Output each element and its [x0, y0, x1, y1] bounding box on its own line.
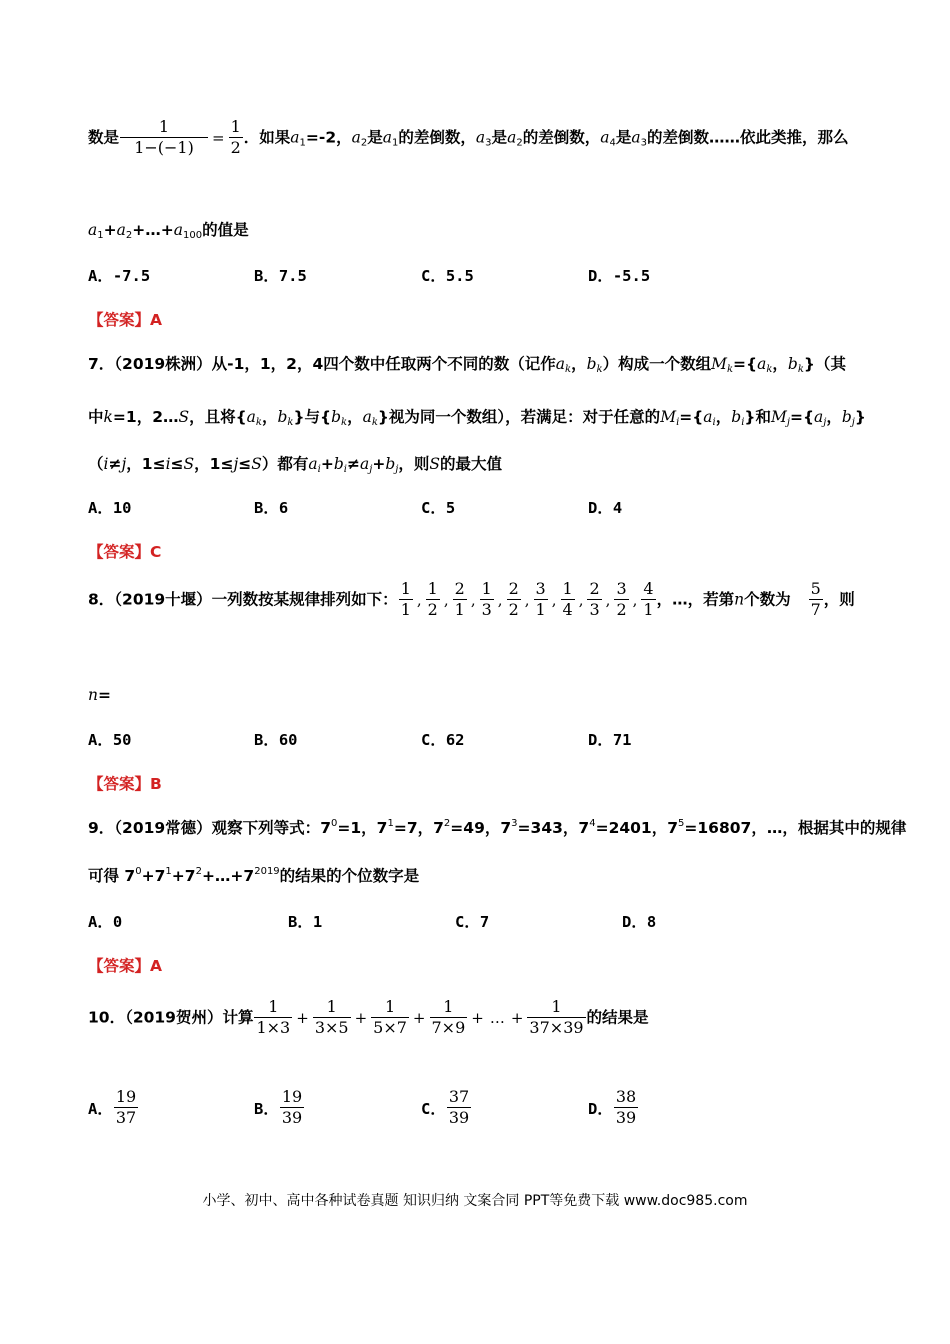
q8-line2 [88, 686, 111, 704]
var-a: a [88, 221, 98, 239]
option-label: A． [88, 1099, 113, 1118]
var-mk: $M_k$ [711, 355, 734, 375]
series-term-last [527, 998, 585, 1038]
q6-stem-line1 [88, 118, 848, 158]
option-label: D． [588, 1099, 613, 1118]
q7-option-a: A．10 [88, 499, 132, 517]
text: }与{ [293, 408, 332, 426]
q9-option-b: B．1 [288, 913, 323, 931]
frac-den: 2 [616, 600, 627, 620]
q9-answer: 【答案】A [88, 957, 162, 975]
series-term [313, 998, 351, 1038]
comma: , [497, 590, 503, 609]
comma: , [551, 590, 557, 609]
q8-target-fraction [809, 580, 823, 620]
var-n: n [734, 590, 745, 609]
q8-line1 [88, 580, 855, 620]
var-aj: $a_j$ [813, 408, 827, 428]
frac-den: 7×9 [431, 1018, 466, 1038]
q7-option-d: D．4 [588, 499, 623, 517]
option-fraction [614, 1088, 638, 1128]
comma: , [632, 590, 638, 609]
var-s: S [178, 408, 190, 426]
text: 和 [755, 408, 771, 426]
fraction-half [229, 118, 243, 158]
plus: + [354, 1008, 368, 1027]
plus: + [471, 1008, 484, 1027]
var-ak: $a_k$ [555, 355, 572, 375]
frac-num: 1 [443, 997, 454, 1016]
frac-den: 7 [810, 600, 821, 620]
var-s: S [429, 455, 441, 473]
var-bk: $b_k$ [586, 355, 603, 375]
frac-den: 1 [400, 600, 411, 620]
text: ）都有 [261, 455, 309, 473]
series-term [371, 998, 409, 1038]
equals: = [212, 128, 225, 147]
text: 的值是 [202, 221, 249, 239]
series-term [430, 998, 468, 1038]
var-n: n [88, 686, 98, 704]
sequence-fraction [614, 580, 628, 620]
plus: + [510, 1008, 524, 1027]
frac-num: 2 [589, 579, 600, 598]
q10-option-a [88, 1088, 139, 1128]
series-term [254, 998, 292, 1038]
text: 是 [491, 128, 508, 147]
var-k: k [103, 408, 113, 426]
var-bk: $b_k$ [277, 408, 294, 428]
var-ai: $a_i$ [703, 408, 716, 428]
frac-den: 39 [281, 1108, 303, 1128]
frac-num: 1 [551, 997, 562, 1016]
frac-den: 3 [589, 600, 600, 620]
q6-option-b: B．7.5 [254, 267, 307, 285]
frac-den: 1 [535, 600, 546, 620]
q10-option-c [421, 1088, 472, 1128]
text: ，…，根据其中的规律 [751, 819, 907, 837]
var-ak: $a_k$ [246, 408, 262, 428]
text: ，则 [823, 590, 855, 609]
text: ，且将{ [189, 408, 247, 426]
q10-option-b [254, 1088, 305, 1128]
var-a: a [116, 221, 126, 239]
subscript: 2 [360, 137, 368, 149]
frac-num: 19 [115, 1087, 137, 1106]
comma: , [578, 590, 584, 609]
power-equation: $7^3=343$ [500, 818, 563, 837]
option-fraction [280, 1088, 304, 1128]
text: ≠ [108, 455, 122, 473]
sequence-fraction [641, 580, 655, 620]
text: ≤ [170, 455, 184, 473]
subscript: 1 [299, 137, 306, 149]
q7-option-c: C．5 [421, 499, 456, 517]
var-j: j [233, 455, 239, 473]
frac-den: 4 [562, 600, 573, 620]
frac-num: 1 [326, 997, 337, 1016]
text: ≤ [238, 455, 252, 473]
frac-den: 2 [508, 600, 519, 620]
text: ，则 [398, 455, 430, 473]
text: 个数为 [744, 590, 791, 609]
var-a: a [382, 128, 393, 147]
text: 可得 [88, 867, 120, 885]
frac-den: 3×5 [314, 1018, 349, 1038]
subscript: 100 [182, 230, 203, 241]
text: 的差倒数……依此类推，那么 [646, 128, 849, 147]
q8-answer: 【答案】B [88, 775, 162, 793]
frac-num: 37 [448, 1087, 470, 1106]
frac-den: 39 [448, 1108, 470, 1128]
subscript: 3 [640, 137, 647, 149]
var-bk: $b_k$ [787, 355, 804, 375]
var-i: i [165, 455, 171, 473]
option-fraction [114, 1088, 138, 1128]
q9-equations: $7^0=1$，$7^1=7$，$7^2=49$，$7^3=343$，$7^4=2401$，$7^5=16807$ [320, 818, 752, 837]
q7-line1: 7．（2019株洲）从-1，1，2，4四个数中任取两个不同的数（记作$a_k$，$b_k$）构成一个数组$M_k=\{a_k$，$b_k$}（其 [88, 355, 846, 375]
var-ak: $a_k$ [362, 408, 378, 428]
text: }视为同一个数组），若满足：对于任意的 [377, 408, 661, 426]
frac-num: 3 [535, 579, 546, 598]
frac-den: 1 [643, 600, 654, 620]
q8-option-c: C．62 [421, 731, 465, 749]
sequence-fraction [587, 580, 601, 620]
subscript: 2 [516, 137, 523, 149]
q9-option-d: D．8 [622, 913, 657, 931]
text: 9．（2019常德）观察下列等式： [88, 819, 321, 837]
var-bi: $b_i$ [333, 455, 347, 475]
option-fraction [447, 1088, 471, 1128]
q8-option-a: A．50 [88, 731, 132, 749]
var-j: j [121, 455, 127, 473]
frac-num: 1 [268, 997, 279, 1016]
text: 10．（2019贺州）计算 [88, 1008, 254, 1027]
frac-num: 1 [427, 579, 438, 598]
frac-den: 5×7 [373, 1018, 407, 1038]
comma: , [605, 590, 611, 609]
frac-num: 1 [230, 117, 241, 136]
comma: , [524, 590, 530, 609]
subscript: 1 [392, 137, 399, 149]
q8-option-d: D．71 [588, 731, 632, 749]
fraction-main [120, 118, 208, 158]
q9-power-sum: $7^0+7^1+7^2+\dots+7^{2019}$ [124, 866, 280, 885]
var-bj: $b_j$ [841, 408, 855, 428]
q6-option-a: A．-7.5 [88, 267, 151, 285]
subscript: 3 [485, 137, 492, 149]
dots: +…+ [132, 221, 174, 239]
q6-answer: 【答案】A [88, 311, 162, 329]
text: （ [88, 455, 104, 473]
text: =1，2… [112, 408, 179, 426]
q8-sequence [398, 579, 657, 620]
text: = [97, 686, 111, 704]
q7-line3: （i≠j，1≤i≤S，1≤j≤S）都有$a_i+b_i\ne a_j+b_j$，则S的最大值 [88, 455, 503, 475]
text: 的结果是 [586, 1008, 649, 1027]
frac-den: 37×39 [529, 1018, 584, 1038]
text: 是 [615, 128, 632, 147]
frac-num: 38 [615, 1087, 637, 1106]
comma: , [416, 590, 422, 609]
frac-den: 2 [230, 138, 241, 158]
frac-num: 4 [643, 579, 654, 598]
power-equation: $7^0=1$ [320, 818, 362, 837]
frac-num: 5 [810, 579, 821, 598]
var-a: a [173, 221, 183, 239]
text: 的差倒数， [522, 128, 601, 147]
plus: + [296, 1008, 309, 1027]
comma: , [443, 590, 449, 609]
var-bi: $b_i$ [731, 408, 745, 428]
var-s: S [183, 455, 195, 473]
var-a: a [351, 128, 361, 147]
sequence-fraction [507, 580, 521, 620]
q6-option-d: D．-5.5 [588, 267, 651, 285]
frac-den: 1×3 [256, 1018, 291, 1038]
frac-num: 1 [384, 997, 396, 1016]
sequence-fraction [453, 580, 467, 620]
frac-den: 37 [115, 1108, 137, 1128]
frac-den: 2 [427, 600, 438, 620]
subscript: 2 [125, 230, 133, 241]
text: ，1≤ [194, 455, 234, 473]
q9-line2 [88, 864, 419, 886]
var-mi: $M_i$ [660, 408, 680, 428]
q10-line1 [88, 998, 649, 1038]
sequence-fraction [534, 580, 548, 620]
frac-den: 1 [454, 600, 465, 620]
text: 的最大值 [440, 455, 503, 473]
var-aj: $a_j$ [360, 455, 373, 475]
frac-num: 3 [616, 579, 627, 598]
text: ，1≤ [126, 455, 166, 473]
text: 构成一个数组 [618, 355, 712, 373]
sequence-fraction [480, 580, 494, 620]
q6-stem-line2 [88, 218, 249, 241]
frac-den: 39 [615, 1108, 637, 1128]
sequence-fraction [399, 580, 413, 620]
var-mj: $M_j$ [770, 408, 790, 428]
frac-num: 1 [481, 579, 492, 598]
page-footer: 小学、初中、高中各种试卷真题 知识归纳 文案合同 PPT等免费下载 www.doc985.com [202, 1193, 748, 1209]
sequence-fraction [561, 580, 575, 620]
text: 是 [367, 128, 383, 147]
q9-line1 [88, 816, 906, 838]
var-s: S [251, 455, 262, 473]
power-equation: $7^2=49$ [433, 818, 485, 837]
text: ．如果 [243, 128, 291, 147]
plus: + [412, 1008, 426, 1027]
frac-num: 2 [508, 579, 519, 598]
q7-line2: 中k=1，2…S，且将{$a_k$，$b_k$}与{$b_k$，$a_k$}视为同一个数组），若满足：对于任意的$M_i=\{a_i$，$b_i$}和$M_j=\{a_j$，$b_j$} [88, 408, 866, 428]
ellipsis: … [489, 1008, 505, 1027]
subscript: 4 [609, 137, 616, 149]
var-a: a [290, 128, 300, 147]
frac-num: 1 [158, 117, 170, 136]
var-ak: $a_k$ [757, 355, 773, 375]
frac-den: 3 [481, 600, 492, 620]
frac-num: 19 [281, 1087, 303, 1106]
option-label: B． [254, 1099, 279, 1118]
q7-answer: 【答案】C [88, 543, 162, 561]
var-a: a [475, 128, 486, 147]
frac-num: 2 [454, 579, 465, 598]
text: 的差倒数， [398, 128, 476, 147]
frac-den: 1−(−1) [120, 137, 208, 157]
q9-option-a: A．0 [88, 913, 123, 931]
text: 的结果的个位数字是 [279, 867, 420, 885]
text: 8．（2019十堰）一列数按某规律排列如下： [88, 590, 398, 609]
var-a: a [507, 128, 517, 147]
q6-option-c: C．5.5 [421, 267, 474, 285]
text: ≠ [347, 455, 360, 473]
text: 数是 [88, 128, 120, 147]
text: 中 [88, 408, 104, 426]
q7-option-b: B．6 [254, 499, 289, 517]
var-a: a [631, 128, 641, 147]
frac-num: 1 [400, 579, 411, 598]
text: 7．（2019株洲）从-1，1，2，4四个数中任取两个不同的数（记作 [88, 355, 556, 373]
plus: + [103, 221, 117, 239]
comma: , [470, 590, 476, 609]
var-i: i [103, 455, 109, 473]
text: =-2， [305, 128, 352, 147]
frac-num: 1 [562, 579, 573, 598]
power-equation: $7^4=2401$ [578, 818, 652, 837]
var-bk: $b_k$ [331, 408, 348, 428]
var-a: a [600, 128, 610, 147]
q8-option-b: B．60 [254, 731, 298, 749]
text: ，…，若第 [656, 590, 735, 609]
option-label: C． [421, 1099, 446, 1118]
q9-option-c: C．7 [455, 913, 490, 931]
var-ai: $a_i$ [308, 455, 321, 475]
sequence-fraction [426, 580, 440, 620]
power-equation: $7^1=7$ [376, 818, 418, 837]
text: （其 [814, 355, 846, 373]
subscript: 1 [97, 230, 104, 241]
var-bj: $b_j$ [385, 455, 399, 475]
power-equation: $7^5=16807$ [667, 818, 752, 837]
q10-option-d [588, 1088, 639, 1128]
